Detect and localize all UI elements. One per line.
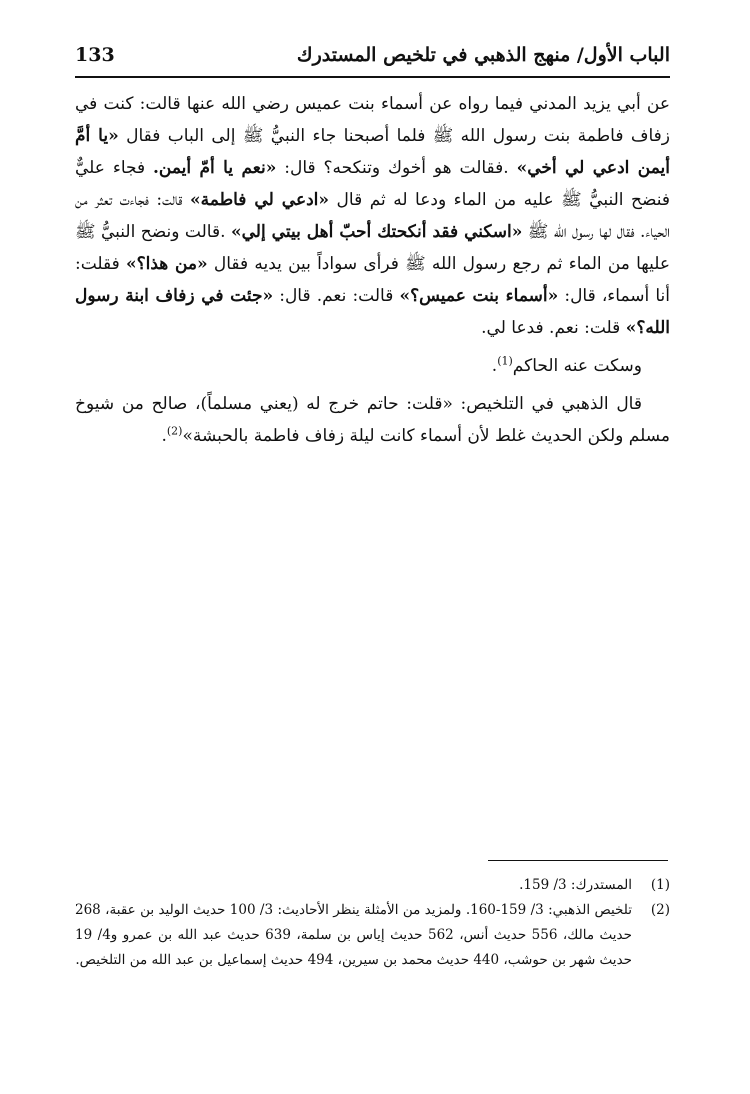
footnote-ref-2[interactable]: (2) [166,424,183,438]
text-run: . [491,356,498,376]
footnotes [75,873,670,973]
text-run: .فقالت هو أخوك وتنكحه؟ قال: [276,158,517,178]
paragraph-hadith [75,88,670,344]
text-run: وسكت عنه الحاكم [512,356,642,376]
footnote [75,873,670,898]
footnote-number: (2) [650,902,670,918]
paragraph-dhahabi [75,388,670,452]
main-text [75,88,670,452]
text-run: فقلت: أنا أسماء، قال: [75,254,671,306]
text-run: قال الذهبي في التلخيص: «قلت: حاتم خرج له (يعني مسلماً)، صالح من شيوخ مسلم ولكن الحديث غلط لأن أسماء كانت ليلة زفاف فاطمة بالحبشة» [75,394,670,446]
quote: «اسكني فقد أنكحتك أحبّ أهل بيتي إلي» [230,222,523,242]
text-run: قلت: نعم. فدعا لي. [481,318,626,338]
footnote-ref-1[interactable]: (1) [497,354,513,368]
quote: «جئت في زفاف ابنة رسول الله؟» [75,286,670,338]
header-rule [75,76,670,78]
text-run: .قالت ونضح النبيُّ ﷺ عليها من الماء ثم رجع رسول الله ﷺ فرأى سواداً بين يديه فقال [75,222,671,274]
quote: «من هذا؟» [126,254,208,274]
footnote-text: المستدرك: 3/ 159. [519,877,632,893]
footnote-number: (1) [650,877,670,893]
quote: «يا أمَّ أيمن ادعي لي أخي» [75,126,670,178]
running-title: الباب الأول/ منهج الذهبي في تلخيص المستدرك [296,44,670,66]
footnote [75,898,670,973]
footnote-rule [488,860,668,861]
text-run: عن أبي يزيد المدني فيما رواه عن أسماء بنت عميس رضي الله عنها قالت: كنت في زفاف فاطمة بنت رسول الله ﷺ فلما أصبحنا جاء النبيُّ ﷺ إلى الباب فقال [75,94,670,146]
quote: «ادعي لي فاطمة» [190,190,330,210]
footnote-text: تلخيص الذهبي: 3/ 159-160. ولمزيد من الأمثلة ينظر الأحاديث: 3/ 100 حديث الوليد بن عقبة، 268 حديث مالك، 556 حديث أنس، 562 حديث إياس بن سلمة، 639 حديث عبد الله بن عمرو و4/ 19 حديث شهر بن حوشب، 440 حديث محمد بن سيرين، 494 حديث إسماعيل بن عبد الله من التلخيص. [75,902,632,968]
text-run: . [161,426,167,446]
text-run: قالت: فجاءت تعثر من الحياء. فقال لها رسول الله ﷺ [75,190,670,242]
paragraph-hakim [75,350,670,382]
text-run: فجاء عليٌّ فنضح النبيُّ ﷺ عليه من الماء ودعا له ثم قال [75,158,670,210]
page-number: 133 [75,44,115,66]
quote: «نعم يا أمّ أيمن. [152,158,277,178]
quote: «أسماء بنت عميس؟» [399,286,559,306]
page-header [75,36,670,76]
text-run: قالت: نعم. قال: [273,286,400,306]
